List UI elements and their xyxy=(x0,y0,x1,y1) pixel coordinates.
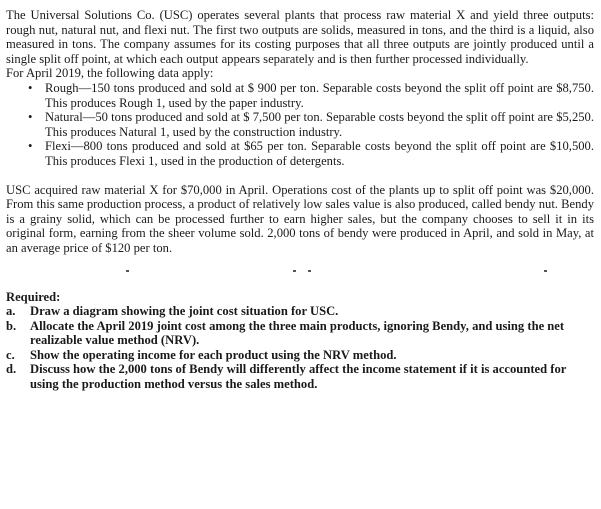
requirement-text: Draw a diagram showing the joint cost situation for USC. xyxy=(30,304,339,319)
bullet-icon: • xyxy=(28,80,33,95)
required-heading: Required: xyxy=(6,289,61,304)
bullet-icon: • xyxy=(28,139,33,154)
scan-mark xyxy=(126,270,129,272)
requirement-c xyxy=(6,348,594,363)
bullet-text-rough: Rough—150 tons produced and sold at $ 900 per ton. Separable costs beyond the split off point are $8,750. This produces Rough 1, used by the paper industry. xyxy=(45,80,594,110)
requirement-b xyxy=(6,319,594,348)
bullet-text-natural: Natural—50 tons produced and sold at $ 7,500 per ton. Separable costs beyond the split off point are $5,250. This produces Natural 1, used by the construction industry. xyxy=(45,110,594,139)
period-line: For April 2019, the following data apply: xyxy=(6,66,214,81)
scan-artifacts xyxy=(6,256,594,290)
product-bullet-list xyxy=(6,81,594,169)
intro-paragraph: The Universal Solutions Co. (USC) operates several plants that process raw material X and yield three outputs: rough nut, natural nut, and flexi nut. The first two outputs are solids, measured in tons, and the third is a liquid, also measured in tons. The company assumes for its costing purposes that all three outputs are jointly produced until a single split off point, at which each output appears separately and is then further processed individually. xyxy=(6,8,594,66)
scan-mark xyxy=(293,270,296,272)
bullet-item-flexi xyxy=(28,139,594,168)
requirement-text: Discuss how the 2,000 tons of Bendy will differently affect the income statement if it is accounted for using the production method versus the sales method. xyxy=(30,362,567,392)
requirement-letter: b. xyxy=(6,318,17,333)
requirement-letter: a. xyxy=(6,304,16,319)
requirement-text: Show the operating income for each product using the NRV method. xyxy=(30,347,397,362)
requirements-list xyxy=(6,304,594,392)
bullet-item-rough xyxy=(28,81,594,110)
bullet-icon: • xyxy=(28,110,33,125)
scan-mark xyxy=(544,270,547,272)
requirement-letter: d. xyxy=(6,362,17,377)
requirement-text: Allocate the April 2019 joint cost among the three main products, ignoring Bendy, and using the net realizable value method (NRV). xyxy=(30,318,565,348)
scan-mark xyxy=(308,270,311,272)
requirement-d xyxy=(6,362,594,391)
document-page xyxy=(6,8,594,392)
requirement-a xyxy=(6,304,594,319)
bullet-item-natural xyxy=(28,110,594,139)
bullet-text-flexi: Flexi—800 tons produced and sold at $65 per ton. Separable costs beyond the split off point are $10,500. This produces Flexi 1, used in the production of detergents. xyxy=(45,139,594,168)
raw-material-paragraph: USC acquired raw material X for $70,000 in April. Operations cost of the plants up to split off point was $20,000. From this same production process, a product of relatively low sales value is also produced, called bendy nut. Bendy is a grainy solid, which can be processed further to earn higher sales, but the company chooses to sell it in its original form, earning from the sheer volume sold. 2,000 tons of bendy were produced in April, and sold in May, at an average price of $120 per ton. xyxy=(6,182,594,255)
requirement-letter: c. xyxy=(6,347,15,362)
